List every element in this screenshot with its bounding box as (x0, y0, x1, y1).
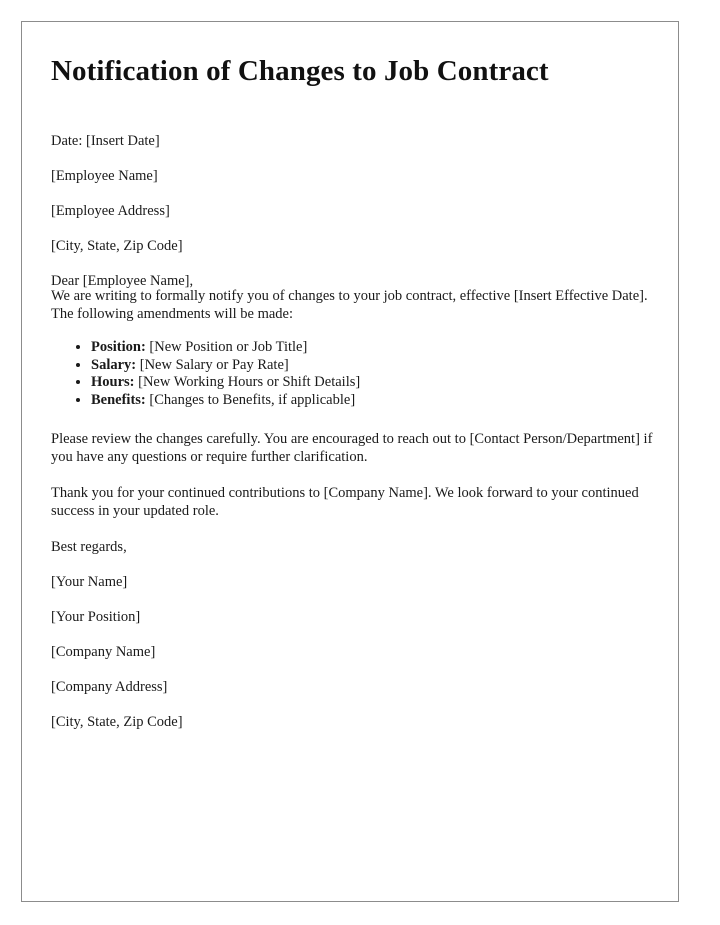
review-paragraph: Please review the changes carefully. You are encouraged to reach out to [Contact Person/Department] if you have any questions or require further clarification. (51, 431, 653, 465)
sender-name: [Your Name] (51, 574, 128, 590)
amendment-value: [Changes to Benefits, if applicable] (149, 391, 356, 408)
list-item (91, 339, 360, 357)
recipient-city-state-zip: [City, State, Zip Code] (51, 238, 183, 254)
date-line: Date: [Insert Date] (51, 133, 160, 149)
amendment-label: Position: (91, 339, 146, 355)
sender-company-address: [Company Address] (51, 679, 168, 695)
closing: Best regards, (51, 539, 127, 555)
amendment-value: [New Working Hours or Shift Details] (138, 374, 361, 390)
amendment-label: Benefits: (91, 391, 146, 408)
salutation: Dear [Employee Name], (51, 273, 194, 289)
sender-company: [Company Name] (51, 644, 156, 660)
amendment-label: Hours: (91, 374, 135, 390)
sender-city-state-zip: [City, State, Zip Code] (51, 714, 183, 730)
thanks-paragraph: Thank you for your continued contributions to [Company Name]. We look forward to your continued success in your updated role. (51, 485, 639, 519)
sender-position: [Your Position] (51, 609, 141, 625)
list-item (91, 374, 360, 392)
recipient-address: [Employee Address] (51, 203, 170, 219)
amendment-value: [New Position or Job Title] (149, 339, 308, 355)
page-title: Notification of Changes to Job Contract (51, 55, 549, 87)
letter-page (21, 21, 679, 902)
amendment-value: [New Salary or Pay Rate] (139, 356, 289, 373)
list-item (91, 357, 360, 375)
amendments-list (51, 339, 360, 409)
intro-paragraph: We are writing to formally notify you of changes to your job contract, effective [Insert Effective Date]. The following amendments will be made: (51, 288, 648, 322)
amendment-label: Salary: (91, 356, 137, 373)
recipient-name: [Employee Name] (51, 168, 158, 184)
list-item (91, 392, 360, 410)
